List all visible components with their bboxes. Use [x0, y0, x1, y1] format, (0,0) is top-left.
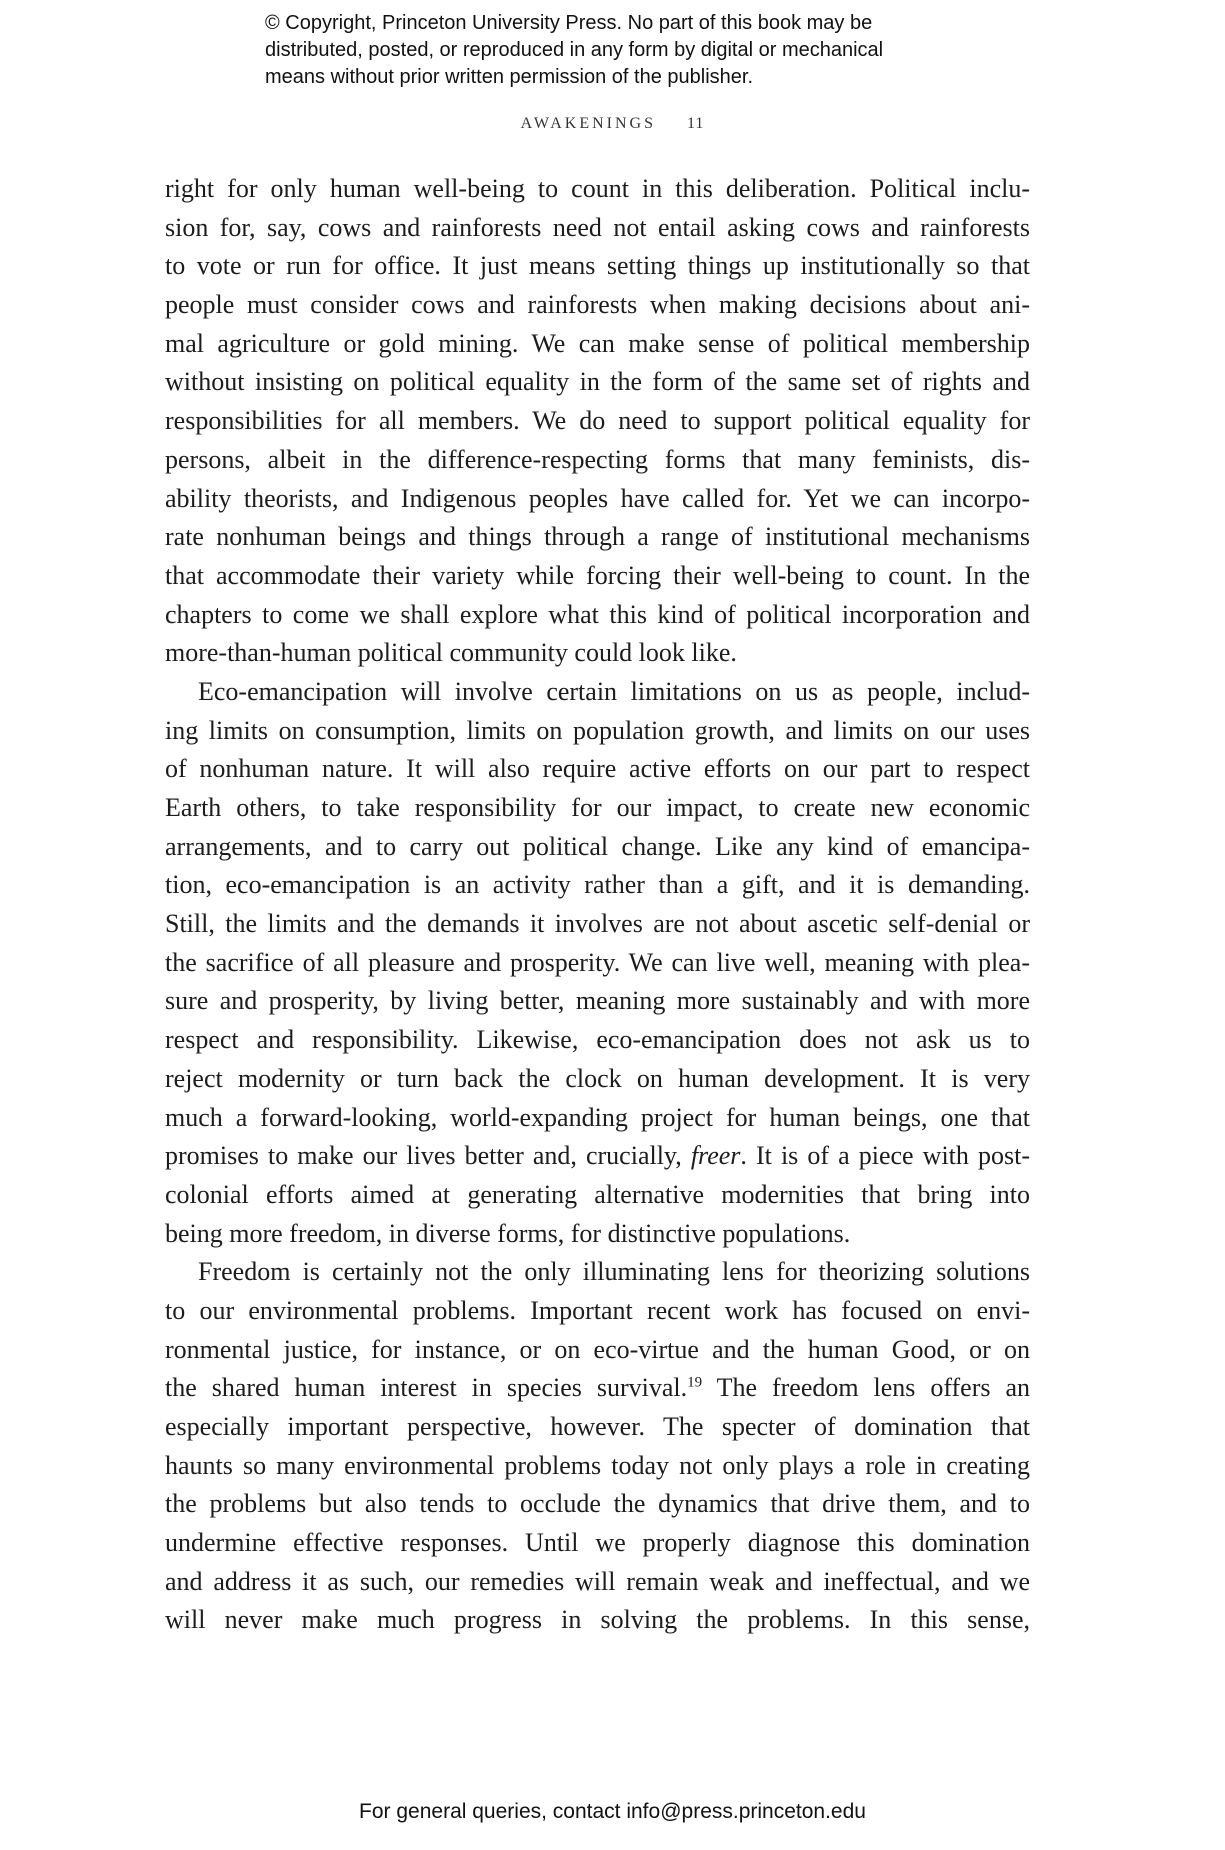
- text-line: right for only human well-being to count in this deliberation. Political inclu-: [165, 174, 1030, 203]
- footnote-marker[interactable]: 19: [687, 1374, 703, 1391]
- text-line: especially important perspective, however. The specter of domination that: [165, 1412, 1030, 1441]
- copyright-line: © Copyright, Princeton University Press. No part of this book may be: [265, 12, 873, 34]
- text-line: Earth others, to take responsibility for our impact, to create new economic: [165, 793, 1030, 822]
- text-line: responsibilities for all members. We do need to support political equality for: [165, 406, 1030, 436]
- text-line: without insisting on political equality in the form of the same set of rights and: [165, 367, 1030, 397]
- text-line: mal agriculture or gold mining. We can make sense of political membership: [165, 328, 1030, 358]
- text-line: and address it as such, our remedies will remain weak and ineffectual, and we: [165, 1566, 1030, 1596]
- text-line: Freedom is certainly not the only illuminating lens for theorizing solutions: [198, 1257, 1030, 1287]
- body-text: [165, 170, 1030, 1640]
- text-line: arrangements, and to carry out political change. Like any kind of emancipa-: [165, 831, 1030, 861]
- copyright-line: distributed, posted, or reproduced in any form by digital or mechanical: [265, 39, 884, 61]
- text-line: ing limits on consumption, limits on population growth, and limits on our uses: [165, 715, 1030, 745]
- text-line: will never make much progress in solving the problems. In this sense,: [165, 1605, 1030, 1635]
- paragraph-1: [165, 170, 1030, 673]
- text-line: that accommodate their variety while forcing their well-being to count. In the: [165, 560, 1030, 590]
- text-line: promises to make our lives better and, crucially, freer. It is of a piece with post-: [165, 1141, 1030, 1171]
- text-line: of nonhuman nature. It will also require active efforts on our part to respect: [165, 754, 1030, 784]
- text-line: the shared human interest in species survival.$^{19}$ The freedom lens offers an: [165, 1373, 1030, 1403]
- text-line: sion for, say, cows and rainforests need not entail asking cows and rainforests: [165, 212, 1030, 242]
- paragraph-2: [165, 673, 1030, 1253]
- text-line: Eco-emancipation will involve certain limitations on us as people, includ-: [198, 676, 1030, 706]
- emphasis-freer: freer: [690, 1141, 741, 1171]
- text-line: haunts so many environmental problems today not only plays a role in creating: [165, 1450, 1030, 1480]
- text-line: sure and prosperity, by living better, meaning more sustainably and with more: [165, 986, 1030, 1016]
- text-line: more-than-human political community could look like.: [165, 638, 737, 668]
- paragraph-3: [165, 1253, 1030, 1640]
- text-line: tion, eco-emancipation is an activity rather than a gift, and it is demanding.: [165, 870, 1030, 900]
- running-head-title: AWAKENINGS: [520, 115, 656, 132]
- text-line: undermine effective responses. Until we properly diagnose this domination: [165, 1528, 1030, 1558]
- text-line: to vote or run for office. It just means setting things up institutionally so that: [165, 251, 1030, 281]
- text-line: much a forward-looking, world-expanding project for human beings, one that: [165, 1102, 1030, 1132]
- text-line: ronmental justice, for instance, or on eco-virtue and the human Good, or on: [165, 1334, 1030, 1364]
- copyright-line: means without prior written permission of the publisher.: [265, 66, 754, 88]
- text-line: Still, the limits and the demands it involves are not about ascetic self-denial or: [165, 909, 1030, 939]
- running-head: [0, 115, 1225, 133]
- text-line: ability theorists, and Indigenous peoples have called for. Yet we can incorpo-: [165, 483, 1030, 513]
- text-line: the problems but also tends to occlude the dynamics that drive them, and to: [165, 1489, 1030, 1519]
- text-line: to our environmental problems. Important recent work has focused on envi-: [165, 1295, 1030, 1325]
- text-line: chapters to come we shall explore what this kind of political incorporation and: [165, 599, 1030, 629]
- text-line: respect and responsibility. Likewise, eco-emancipation does not ask us to: [165, 1025, 1030, 1055]
- text-line: persons, albeit in the difference-respecting forms that many feminists, dis-: [165, 444, 1030, 474]
- text-line: the sacrifice of all pleasure and prosperity. We can live well, meaning with plea-: [165, 947, 1030, 977]
- copyright-notice: [265, 10, 1025, 91]
- text-line: being more freedom, in diverse forms, for distinctive populations.: [165, 1218, 851, 1248]
- page-number: 11: [686, 115, 705, 132]
- text-line: reject modernity or turn back the clock on human development. It is very: [165, 1063, 1030, 1093]
- footer-contact: For general queries, contact info@press.princeton.edu: [359, 1800, 866, 1823]
- text-line: rate nonhuman beings and things through a range of institutional mechanisms: [165, 522, 1030, 552]
- text-line: colonial efforts aimed at generating alternative modernities that bring into: [165, 1179, 1030, 1209]
- text-line: people must consider cows and rainforests when making decisions about ani-: [165, 290, 1030, 320]
